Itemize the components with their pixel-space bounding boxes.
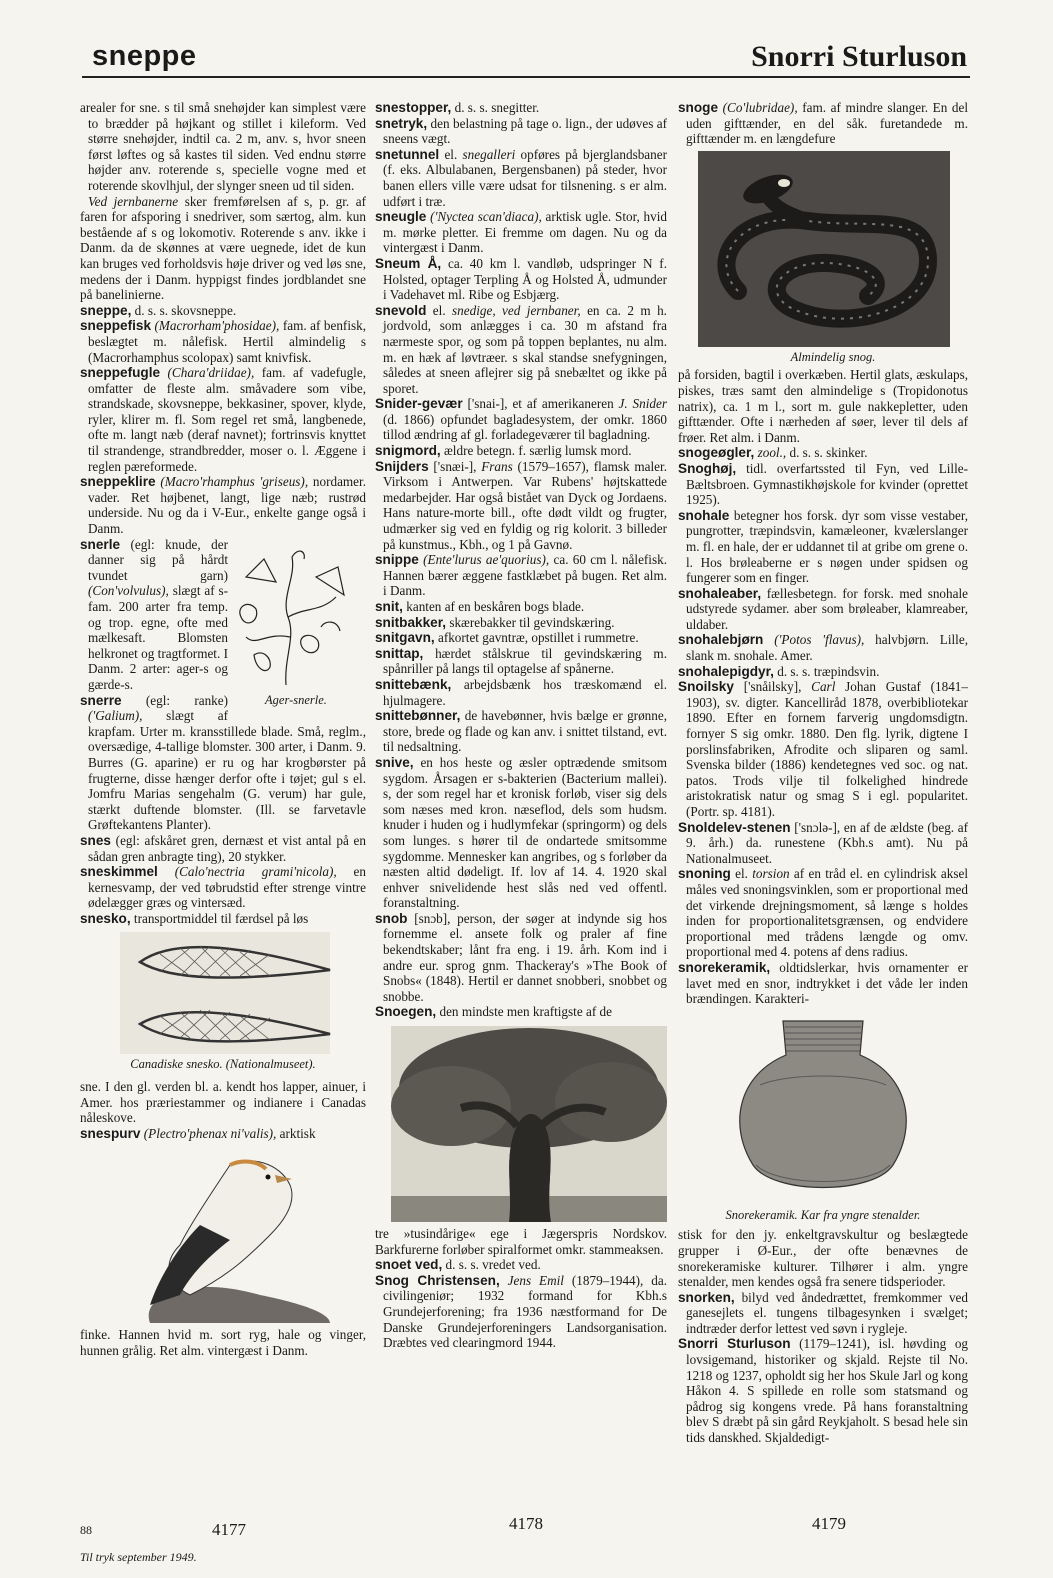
entry-snerle: Ager-snerle. snerle (egl: knude, der danner sig på hårdt tvundet garn) (Con'volvulus), slægt af s-fam. 200 arter fra temp. og trop. egne, ofte med mælkesaft. Blomsten helkronet og tragtformet. I Danm. 2 arter: ager-s og gærde-s. <box>80 537 366 693</box>
column-number-4177: 4177 <box>212 1520 246 1539</box>
entry-snesko: snesko, transportmiddel til færdsel på løs <box>80 910 309 926</box>
entry-snippe: snippe (Ente'lurus ae'quorius), ca. 60 cm l. nålefisk. Hannen bærer æggene fastklæbet på bugen. Ret alm. i Danm. <box>375 552 667 599</box>
column-4177 <box>80 100 366 1359</box>
entry-snetunnel: snetunnel el. snegalleri opføres på bjerglandsbaner (f. eks. Albulabanen, Bergensbanen) på steder, hvor banen ellers ville være udsat for tilsnening. s er alm. udført i træ. <box>375 146 667 209</box>
entry-snoilsky: Snoilsky ['snåilsky], Carl Johan Gustaf (1841–1903), sv. digter. Kancelliråd 1878, overbibliotekar 1890. Efter en fornem farverig ungdomsdigtn. fornyer S sig omkr. 1880. Den flg. lyrik, digtene I porslinsfabriken, Afrodite och sliparen og saml. Svenska bilder (1886) kendetegnes ved soc. og nat. patos. Trods vilje til folkelighed hindrede aristokratisk natur og smag S i egl. popularitet. (Portr. sp. 4181). <box>678 679 968 819</box>
figure-ager-snerle <box>234 537 366 709</box>
figure-snorekeramik <box>678 1015 968 1224</box>
caption-snog: Almindelig snog. <box>790 349 876 364</box>
entry-sneskimmel: sneskimmel (Calo'nectria grami'nicola), en kernesvamp, der ved tøbrudstid efter strenge vintre ødelægger græs og vintersæd. <box>80 864 366 911</box>
figure-snog <box>698 151 968 366</box>
figure-snesko <box>80 932 366 1073</box>
entry-snob: snob [snɔb], person, der søger at indynde sig hos fornemme el. ansete folk og praler af fine bekendtskaber; lånt fra eng. i 19. årh. Kom ind i andre eur. sprog gnm. Thackeray's »The Book of Snobs« (1848). Hertil er dannet snobberi, snobbet og snobbe. <box>375 910 667 1004</box>
entry-snitgavn: snitgavn, afkortet gavntræ, opstillet i rummetre. <box>375 630 639 646</box>
corded-ware-vessel-photo <box>678 1015 968 1205</box>
column-4178 <box>375 100 667 1351</box>
entry-snog-christensen: Snog Christensen, Jens Emil (1879–1944), da. civilingeniør; 1932 formand for Kbh.s Grundejerforening; fra 1936 næstformand for De Danske Grundejerforeningers Landsorganisation. Dræbtes ved clearingmord 1944. <box>375 1272 667 1351</box>
entry-snorekeramik: snorekeramik, oldtidslerkar, hvis ornamenter er lavet med en snor, indtrykket i det våde ler inden brændingen. Karakteri- <box>678 959 968 1007</box>
entry-snevold: snevold el. snedige, ved jernbaner, en ca. 2 m h. jordvold, som anlægges i ca. 30 m afstand fra nærmeste spor, og som på toppen beplantes, nu alm. m. en hæk af løvtræer. s skal standse snefygningen, således at sneen aflejrer sig på snebæltet og ikke på sporet. <box>375 302 667 396</box>
entry-sneppe: sneppe, d. s. s. skovsneppe. <box>80 302 237 318</box>
entry-snohale: snohale betegner hos forsk. dyr som visse vestaber, pungrotter, træpindsvin, kamæleoner, kvælerslanger m. fl. en hale, der er uddannet til at gribe om grene o. l. Hos brøleaberne er s nøgen under spidsen og fungerer som en finger. <box>678 507 968 586</box>
entry-snorken: snorken, bilyd ved åndedrættet, fremkommer ved ganesejlets el. tungens tilbagesynken i svælget; indtræder derfor lettest ved søvn i ryglejе. <box>678 1289 968 1336</box>
entry-snider-gevaer: Snider-gevær ['snai-], et af amerikaneren J. Snider (d. 1866) opfundet bagladesystem, der omkr. 1860 tillod ændring af gl. forladegeværer til bagladning. <box>375 396 667 443</box>
entry-continuation: arealer for sne. s til små snehøjder kan simplest være to brædder på højkant og stillet i kileform. Ved større snehøjder, indtil ca. 2 m, anv. s, hvor sneen først løftes og så kastes til siden. Ved endnu større højder anv. roterende s, specielle vogne med et roterende skovlhjul, der slynger sneen ud til siden. <box>80 100 366 193</box>
header-right-guideword: Snorri Sturluson <box>751 40 967 73</box>
entry-snittebaenk: snittebænk, arbejdsbænk hos træskomænd el. hjulmagere. <box>375 676 667 708</box>
entry-snittebonner: snittebønner, de havebønner, hvis bælge er grønne, store, brede og flade og kan anv. i snittet tilstand, evt. til nedsaltning. <box>375 708 667 755</box>
column-number-4178: 4178 <box>509 1514 543 1533</box>
entry-snoegen-continued: tre »tusindårige« ege i Jægerspris Nordskov. Barkfurerne forløber spiralformet omkr. stammeaksen. <box>375 1226 667 1257</box>
entry-sneppefugle: sneppefugle (Chara'driidae), fam. af vadefugle, omfatter de fleste alm. småvadere som vibe, strandskade, skovsneppe, bekkasiner, spover, klyde, ryler, klirer m. fl. Som regel ret små, langbenede, ofte m. langt næb (deraf navnet); fortrinsvis knyttet til strandenge, strandbredder, moser o. l. Æggene i reglen pæreformede. <box>80 365 366 474</box>
grass-snake-photo <box>698 151 950 347</box>
entry-snespurv-continued: finke. Hannen hvid m. sort ryg, hale og vinger, hunnen grålig. Ret alm. vintergæst i Danm. <box>80 1327 366 1359</box>
entry-sneum: Sneum Å, ca. 40 km l. vandløb, udspringer N f. Holsted, optager Terpling Å og Holsted Å, udmunder i Vadehavet ml. Ribe og Esbjærg. <box>375 255 667 303</box>
entry-sneppefisk: sneppefisk (Macrorham'phosidae), fam. af benfisk, beslægtet m. nålefisk. Hertil almindelig s (Macrorhamphus scolopax) samt knivfisk. <box>80 318 367 365</box>
entry-snohaleaber: snohaleaber, fællesbetegn. for forsk. med snohale udstyrede sydamer. aber som brøleaber, klamreaber, uldaber. <box>678 585 968 632</box>
entry-snoet-ved: snoet ved, d. s. s. vredet ved. <box>375 1257 541 1273</box>
bindweed-illustration <box>226 537 358 687</box>
entry-snoning: snoning el. torsion af en tråd el. en cylindrisk aksel måles ved snoningsvinklen, som er proportional med det virkende drejningsmoment, så længe s holdes inden for proportionalitetsgrænsen, og endvidere proportional med trådens længde og omv. proportional med 4. potens af dens radius. <box>678 866 968 960</box>
entry-snespurv: snespurv (Plectro'phenax ni'valis), arktisk <box>80 1125 316 1141</box>
entry-snoegen: Snoegen, den mindste men kraftigste af de <box>375 1004 612 1020</box>
entry-sneugle: sneugle ('Nyctea scan'diaca), arktisk ugle. Stor, hvid m. mørke pletter. Ei fremme om dagen. Nu og da vintergæst i Danm. <box>375 209 668 256</box>
signature-number: 88 <box>80 1523 92 1537</box>
entry-snoge-continued: på forsiden, bagtil i overkæben. Hertil glats, æskulaps, piskes, træs samt den almindelige s (Tropidonotus natrix), ca. 1 m l., sort m. gule nakkepletter, uden gifttænder. Ofte i nærheden af søer, lever til dels af frøer. Ret alm. i Danm. <box>678 367 968 445</box>
entry-snit: snit, kanten af en beskåren bogs blade. <box>375 599 585 614</box>
snow-bunting-illustration <box>80 1145 366 1323</box>
header-left-guideword: sneppe <box>92 40 197 72</box>
entry-snetryk: snetryk, den belastning på tage o. lign., der udøves af sneens vægt. <box>375 115 667 147</box>
figure-snespurv <box>80 1145 366 1323</box>
entry-snoge: snoge (Co'lubridae), fam. af mindre slanger. En del uden gifttænder, en del såk. furetandede m. gifttænder m. en længdefure <box>678 100 969 147</box>
entry-snorri-sturluson: Snorri Sturluson (1179–1241), isl. høvding og lovsigemand, historiker og skjald. Rejste til No. 1218 og 1237, opholdt sig her hos Skule Jarl og kong Håkon 4. S spillede en rolle som statsmand og pådrog sig kongens vrede. På hans foranstaltning blev S dræbt på sin gård Reykjaholt. S besad hele sin tids danskhed. Skjaldedigt- <box>678 1336 969 1446</box>
entry-snoldelev-stenen: Snoldelev-stenen ['snɔlə-], en af de ældste (beg. af 9. årh.) da. runestene (Kbh.s amt). Nu på Nationalmuseet. <box>678 819 968 866</box>
entry-snohalepigdyr: snohalepigdyr, d. s. s. træpindsvin. <box>678 663 880 679</box>
entry-snittap: snittap, hærdet stålskrue til gevindskæring m. spånriller på langs til optagelse af spånerne. <box>375 645 667 677</box>
entry-snive: snive, en hos heste og æsler optrædende smitsom sygdom. Årsagen er s-bakterien (Bacterium mallei). s, der som regel har et kronisk forløb, viser sig dels som næses med kron. næseflod, dels som hudsm. knuder i huden og i hudlymfekar (springorm) og dels som lunges. s hører til de ondartede smitsomme sygdomme. Mennesker kan angribes, og s forløber da næsten altid dødeligt. If. lov af 14. 4. 1920 skal enhver snivelidende hest slås ned ved offentl. foranstaltning. <box>375 754 667 911</box>
entry-snes: snes (egl: afskåret gren, dernæst et vist antal på en sådan gren anbragte ting), 20 stykker. <box>80 832 366 864</box>
caption-snorekeramik: Snorekeramik. Kar fra yngre stenalder. <box>725 1207 921 1222</box>
entry-snerre: snerre (egl: ranke) ('Galium), slægt af krapfam. Urter m. kransstillede blade. Små, reglm., oversædige, 4-tallige blomster. 300 arter, i Danm. 9. Burres (G. aparine) er ru og har krogbørster på frugterne, disse hænger derfor ofte i tøjet; gul s el. Jomfru Marias sengehalm (G. verum) har gule, stærkt duftende blomster. (Ill. se farvetavle Grøftekantens Planter). <box>80 692 366 833</box>
column-number-4179: 4179 <box>812 1514 846 1533</box>
column-4179 <box>678 100 968 1446</box>
entry-continuation-2: Ved jernbanerne sker fremførelsen af s, p. gr. af faren for afsporing i snedriver, som særtog, alm. kun bestående af s og lokomotiv. Roterende s anv. ikke i Danm. da de skønnes at være uegnede, idet de kun kan bruges ved forholdsvis høje driver og ved løs sne, medens der i Danm. hyppigst findes jordblandet sne på banelinierne. <box>80 193 367 303</box>
entry-snogeogler: snogeøgler, zool., d. s. s. skinker. <box>678 445 868 461</box>
print-note: Til tryk september 1949. <box>80 1550 197 1564</box>
caption-ager-snerle: Ager-snerle. <box>265 693 327 708</box>
oak-tree-photo <box>391 1026 667 1222</box>
figure-snoegen <box>391 1026 667 1222</box>
caption-snesko: Canadiske snesko. (Nationalmuseet). <box>130 1057 316 1072</box>
entry-sneppeklire: sneppeklire (Macro'rhamphus 'griseus), nordamer. vader. Ret højbenet, langt, lige næb; rustrød underside. Nu og da i V-Eur., enkelte gange også i Danm. <box>80 474 366 537</box>
entry-snesko-continued: sne. I den gl. verden bl. a. kendt hos lapper, ainuer, i Amer. hos præriestammer og indianere i Canadas nåleskove. <box>80 1079 366 1126</box>
snowshoe-photo <box>80 932 366 1054</box>
entry-snohalebjorn: snohalebjørn ('Potos 'flavus), halvbjørn. Lille, slank m. snohale. Amer. <box>678 632 968 664</box>
entry-snoghoj: Snoghøj, tidl. overfartssted til Fyn, ved Lille-Bæltsbroen. Gymnastikhøjskole for kvinder (oprettet 1925). <box>678 460 968 508</box>
entry-snorekeramik-continued: stisk for den jy. enkeltgravskultur og beslægtede grupper i Ø-Eur., der ofte benævnes de snorekeramiske kulturer. Tilhører i alm. yngre stenalder, men kendes også fra senere tidsperioder. <box>678 1227 968 1290</box>
entry-snijders: Snijders ['snæi-], Frans (1579–1657), flamsk maler. Virksom i Antwerpen. Var Rubens' højtskattede medarbejder. Har også bistået van Dyck og Jordaens. Hans nature-morte bill., ofte dødt vildt og frugter, udmærker sig ved en fyldig og rig kolorit. 3 billeder på kunstmus., Kbh., og 1 på Gavnø. <box>375 458 667 552</box>
entry-snigmord: snigmord, ældre betegn. f. særlig lumsk mord. <box>375 443 632 459</box>
entry-snestopper: snestopper, d. s. s. snegitter. <box>375 100 540 115</box>
entry-snitbakker: snitbakker, skærebakker til gevindskæring. <box>375 614 615 630</box>
header-rule <box>82 76 970 78</box>
